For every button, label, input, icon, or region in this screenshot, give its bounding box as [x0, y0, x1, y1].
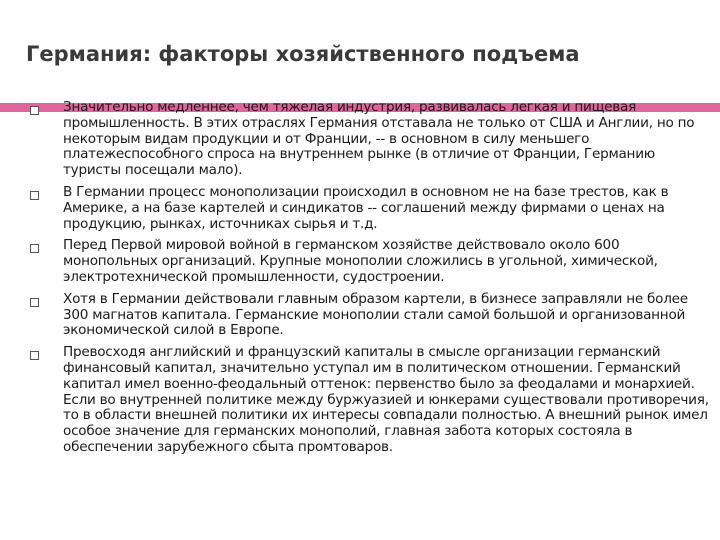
bullet-item: [30, 292, 710, 339]
bullet-item: [30, 100, 710, 179]
bullet-text: Значительно медленнее, чем тяжелая индустрия, развивалась легкая и пищевая промышленность. В этих отраслях Германия отставала не только от США и Англии, но по некоторым видам продукции и от Франции, -- в основном в силу меньшего платежеспособного спроса на внутреннем рынке (в отличие от Франции, Германию туристы посещали мало).: [63, 99, 695, 179]
bullet-item: [30, 185, 710, 232]
bullet-item: [30, 238, 710, 285]
hollow-square-bullet-icon: [30, 191, 39, 200]
hollow-square-bullet-icon: [30, 298, 39, 307]
bullet-text: В Германии процесс монополизации происходил в основном не на базе трестов, как в Америке, а на базе картелей и синдикатов -- соглашений между фирмами о ценах на продукцию, рынках, источниках сырья и т.д.: [63, 183, 669, 232]
bullet-list: [30, 100, 710, 462]
hollow-square-bullet-icon: [30, 351, 39, 360]
bullet-item: [30, 345, 710, 456]
bullet-text: Перед Первой мировой войной в германском хозяйстве действовало около 600 монопольных организаций. Крупные монополии сложились в угольной, химической, электротехнической промышленности, судостроении.: [63, 237, 658, 285]
bullet-text: Превосходя английский и французский капиталы в смысле организации германский финансовый капитал, значительно уступал им в политическом отношении. Германский капитал имел военно-феодальный оттенок: первенство было за феодалами и монархией. Если во внутренней политике между буржуазией и юнкерами существовали противоречия, то в области внешней политики их интересы совпадали полностью. А внешний рынок имел особое значение для германских монополий, главная забота которых состояла в обеспечении зарубежного сбыта промтоваров.: [63, 344, 709, 455]
bullet-text: Хотя в Германии действовали главным образом картели, в бизнесе заправляли не более 300 магнатов капитала. Германские монополии стали самой большой и организованной экономической силой в Европе.: [63, 290, 688, 339]
slide-title: Германия: факторы хозяйственного подъема: [26, 42, 580, 66]
hollow-square-bullet-icon: [30, 244, 39, 253]
hollow-square-bullet-icon: [30, 106, 39, 115]
